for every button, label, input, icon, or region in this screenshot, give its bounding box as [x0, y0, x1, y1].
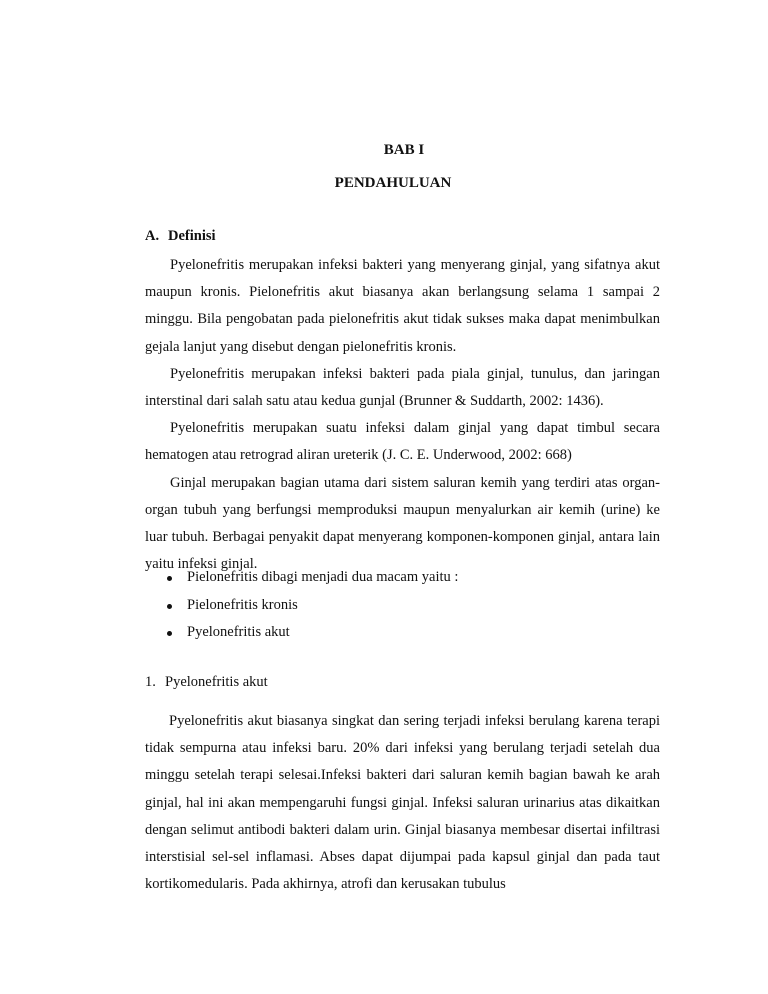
list-item-text: Pielonefritis kronis [187, 596, 298, 613]
list-item [165, 564, 458, 592]
paragraph: Pyelonefritis merupakan suatu infeksi dalam ginjal yang dapat timbul secara hematogen atau retrograd aliran ureterik (J. C. E. Underwood, 2002: 668) [145, 420, 660, 464]
chapter-title: PENDAHULUAN [334, 175, 452, 191]
bullet-icon [167, 604, 172, 609]
list-item [165, 619, 458, 647]
list-item-text: Pyelonefritis akut [187, 624, 290, 640]
list-item-text: Pielonefritis dibagi menjadi dua macam yaitu : [187, 569, 459, 585]
subsection-heading [145, 674, 268, 691]
bullet-list [165, 564, 458, 647]
definition-body [145, 252, 660, 578]
section-heading [145, 228, 216, 245]
section-title: Definisi [168, 228, 216, 244]
paragraph: Ginjal merupakan bagian utama dari sistem saluran kemih yang terdiri atas organ-organ tubuh yang berfungsi memproduksi maupun menyalurkan air kemih (urine) ke luar tubuh. Berbagai penyakit dapat menyerang komponen-komponen ginjal, antara lain yaitu infeksi ginjal. [145, 474, 660, 573]
bullet-icon [167, 631, 172, 636]
subsection-body [145, 708, 660, 898]
bullet-icon [167, 576, 172, 581]
paragraph: Pyelonefritis merupakan infeksi bakteri yang menyerang ginjal, yang sifatnya akut maupun kronis. Pielonefritis akut biasanya akan berlangsung selama 1 sampai 2 minggu. Bila pengobatan pada pielonefritis akut tidak sukses maka dapat menimbulkan gejala lanjut yang disebut dengan pielonefritis kronis. [145, 257, 660, 355]
list-item [165, 592, 458, 620]
section-number: A. [145, 228, 160, 244]
paragraph: Pyelonefritis akut biasanya singkat dan sering terjadi infeksi berulang karena terapi tidak sempurna atau infeksi baru. 20% dari infeksi yang berulang terjadi setelah dua minggu setelah terapi selesai.Infeksi bakteri dari saluran kemih bagian bawah ke arah ginjal, hal ini akan mempengaruhi fungsi ginjal. Infeksi saluran urinarius atas dikaitkan dengan selimut antibodi bakteri dalam urin. Ginjal biasanya membesar disertai infiltrasi interstisial sel-sel inflamasi. Abses dapat dijumpai pada kapsul ginjal dan pada taut kortikomedularis. Pada akhirnya, atrofi dan kerusakan tubulus [145, 713, 660, 893]
subsection-number: 1. [145, 674, 156, 690]
subsection-title: Pyelonefritis akut [165, 674, 268, 690]
chapter-number: BAB I [383, 142, 425, 158]
paragraph: Pyelonefritis merupakan infeksi bakteri pada piala ginjal, tunulus, dan jaringan interstinal dari salah satu atau kedua gunjal (Brunner & Suddarth, 2002: 1436). [145, 365, 660, 410]
